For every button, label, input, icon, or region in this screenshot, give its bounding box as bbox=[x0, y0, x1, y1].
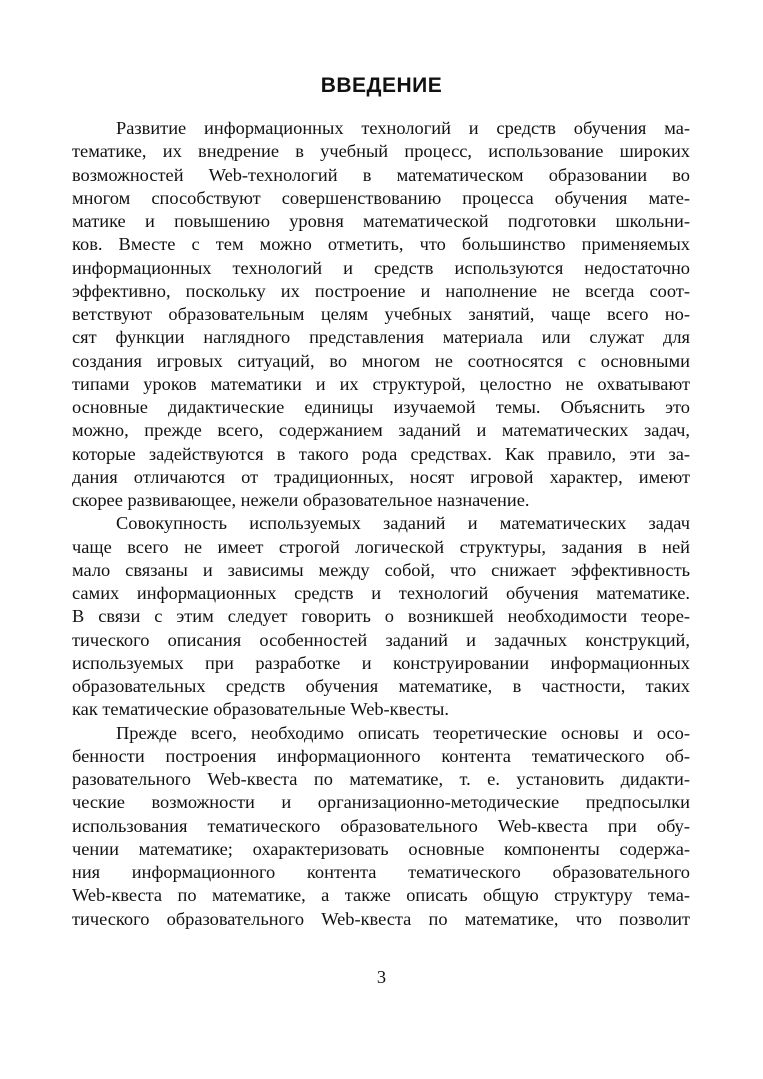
text-line: тического описания особенностей заданий и задачных конструкций, bbox=[72, 629, 690, 650]
text-line: скорее развивающее, нежели образовательное назначение. bbox=[72, 490, 530, 510]
text-line: Прежде всего, необходимо описать теоретические основы и осо- bbox=[116, 722, 690, 743]
text-line: тического образовательного Web-квеста по математике, что позволит bbox=[72, 908, 690, 929]
text-line: ветствуют образовательным целям учебных занятий, чаще всего но- bbox=[72, 304, 690, 324]
page-number: 3 bbox=[376, 967, 387, 987]
text-line: многом способствуют совершенствованию процесса обучения мате- bbox=[72, 187, 690, 208]
text-line: самих информационных средств и технологий обучения математике. bbox=[72, 583, 690, 603]
body-text bbox=[72, 117, 690, 931]
text-line: сят функции наглядного представления материала или служат для bbox=[72, 327, 690, 348]
text-line: чаще всего не имеет строгой логической структуры, задания в ней bbox=[72, 536, 690, 557]
text-line: используемых при разработке и конструировании информационных bbox=[72, 652, 690, 673]
paragraph-2 bbox=[72, 512, 690, 721]
text-line: создания игровых ситуаций, во многом не соотносятся с основными bbox=[72, 350, 690, 371]
text-line: образовательных средств обучения математике, в частности, таких bbox=[72, 676, 690, 696]
text-line: которые задействуются в такого рода средствах. Как правило, эти за- bbox=[72, 443, 690, 464]
text-line: Совокупность используемых заданий и математических задач bbox=[116, 513, 690, 534]
text-line: эффективно, поскольку их построение и наполнение не всегда соот- bbox=[72, 280, 690, 301]
text-line: ния информационного контента тематического образовательного bbox=[72, 862, 690, 882]
text-line: возможностей Web-технологий в математическом образовании во bbox=[72, 164, 690, 185]
text-line: Web-квеста по математике, а также описать общую структуру тема- bbox=[72, 885, 690, 906]
text-line: типами уроков математики и их структурой, целостно не охватывают bbox=[72, 373, 690, 394]
text-line: матике и повышению уровня математической подготовки школьни- bbox=[72, 211, 690, 231]
text-line: информационных технологий и средств используются недостаточно bbox=[72, 257, 690, 278]
text-line: ков. Вместе с тем можно отметить, что большинство применяемых bbox=[72, 234, 690, 255]
text-line: можно, прежде всего, содержанием заданий и математических задач, bbox=[72, 420, 690, 441]
text-line: основные дидактические единицы изучаемой темы. Объяснить это bbox=[72, 397, 690, 417]
text-line: бенности построения информационного контента тематического об- bbox=[72, 745, 690, 766]
text-line: использования тематического образовательного Web-квеста при обу- bbox=[72, 815, 690, 836]
paragraph-1 bbox=[72, 117, 690, 512]
text-line: В связи с этим следует говорить о возникшей необходимости теоре- bbox=[72, 606, 690, 627]
text-line: разовательного Web-квеста по математике, т. е. установить дидакти- bbox=[72, 769, 690, 789]
text-line: Развитие информационных технологий и средств обучения ма- bbox=[116, 118, 690, 138]
text-line: мало связаны и зависимы между собой, что снижает эффективность bbox=[72, 559, 690, 580]
text-line: как тематические образовательные Web-квесты. bbox=[72, 699, 449, 720]
paragraph-3 bbox=[72, 722, 690, 931]
text-line: ческие возможности и организационно-методические предпосылки bbox=[72, 792, 690, 813]
text-line: дания отличаются от традиционных, носят игровой характер, имеют bbox=[72, 466, 690, 487]
text-line: тематике, их внедрение в учебный процесс, использование широких bbox=[72, 141, 690, 162]
text-line: чении математике; охарактеризовать основные компоненты содержа- bbox=[72, 838, 690, 859]
page-title: ВВЕДЕНИЕ bbox=[320, 74, 443, 97]
